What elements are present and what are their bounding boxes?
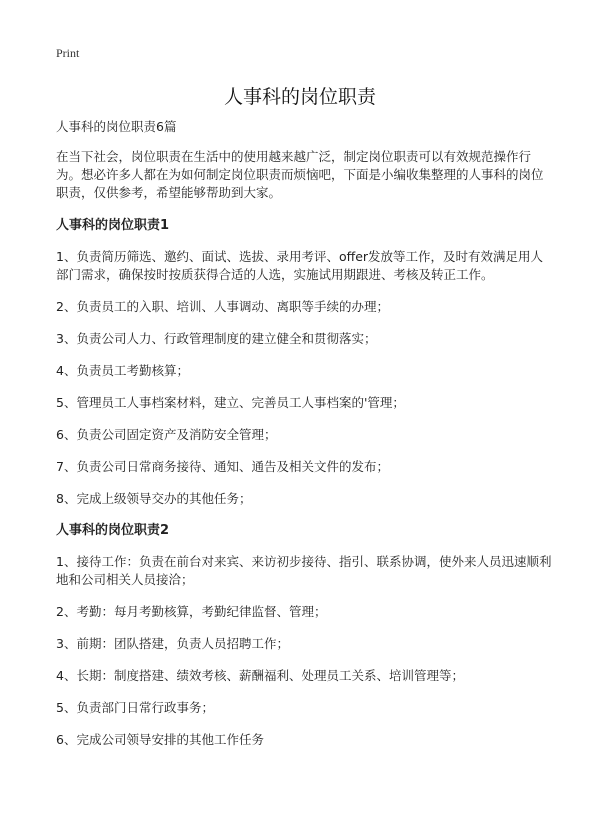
print-label: Print (56, 46, 80, 60)
list-item: 5、负责部门日常行政事务； (56, 700, 214, 715)
page-title: 人事科的岗位职责 (223, 86, 376, 108)
list-item: 1、接待工作：负责在前台对来宾、来访初步接待、指引、联系协调，使外来人员迅速顺利地和公司相关人员接洽； (56, 554, 552, 587)
list-item: 2、考勤：每月考勤核算，考勤纪律监督、管理； (56, 604, 327, 619)
list-item: 6、完成公司领导安排的其他工作任务 (56, 732, 264, 747)
list-item: 8、完成上级领导交办的其他任务； (56, 491, 252, 506)
section-heading: 人事科的岗位职责2 (56, 523, 170, 538)
list-item: 7、负责公司日常商务接待、通知、通告及相关文件的发布； (56, 459, 389, 474)
document-subtitle: 人事科的岗位职责6篇 (56, 119, 177, 134)
list-item: 3、前期：团队搭建，负责人员招聘工作； (56, 636, 289, 651)
section-heading: 人事科的岗位职责1 (56, 218, 170, 233)
list-item: 1、负责简历筛选、邀约、面试、选拔、录用考评、offer发放等工作，及时有效满足用人部门需求，确保按时按质获得合适的人选，实施试用期跟进、考核及转正工作。 (56, 249, 544, 282)
intro-paragraph: 在当下社会，岗位职责在生活中的使用越来越广泛，制定岗位职责可以有效规范操作行为。想必许多人都在为如何制定岗位职责而烦恼吧，下面是小编收集整理的人事科的岗位职责，仅供参考，希望能够帮助到大家。 (56, 149, 544, 200)
list-item: 4、负责员工考勤核算； (56, 363, 189, 378)
list-item: 5、管理员工人事档案材料，建立、完善员工人事档案的'管理； (56, 395, 405, 410)
document-body (56, 118, 552, 763)
list-item: 2、负责员工的入职、培训、人事调动、离职等手续的办理； (56, 299, 389, 314)
list-item: 6、负责公司固定资产及消防安全管理； (56, 427, 277, 442)
list-item: 3、负责公司人力、行政管理制度的建立健全和贯彻落实； (56, 331, 377, 346)
list-item: 4、长期：制度搭建、绩效考核、薪酬福利、处理员工关系、培训管理等； (56, 668, 464, 683)
